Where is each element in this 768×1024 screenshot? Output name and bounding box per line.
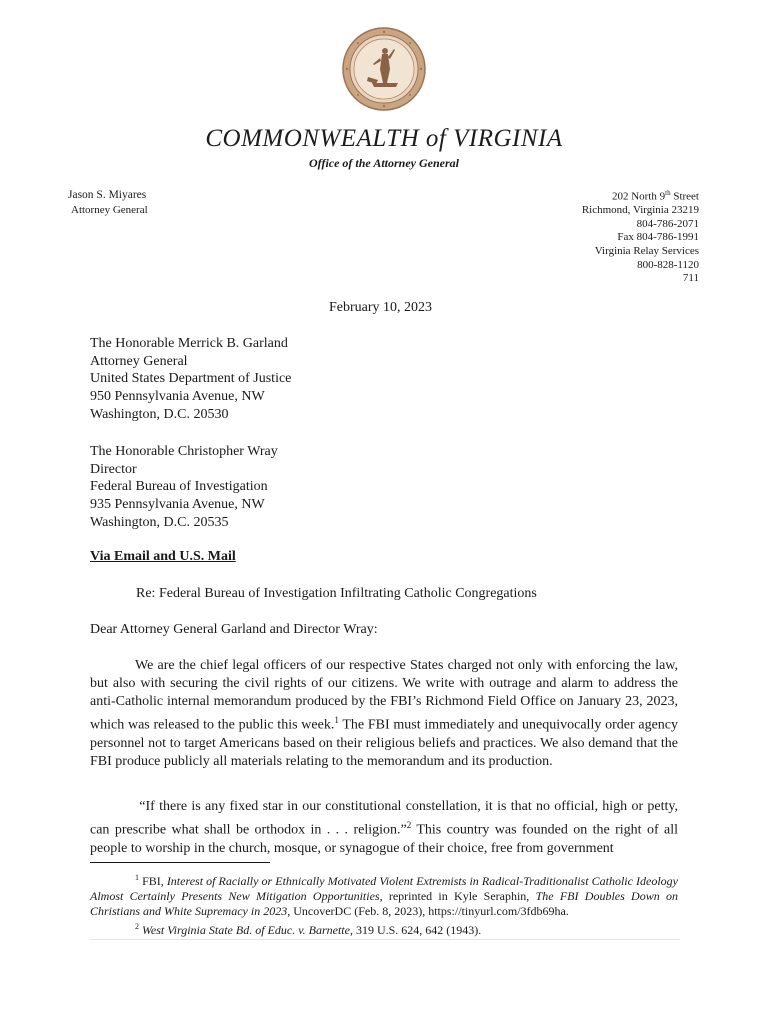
sender-title: Attorney General [71,204,148,216]
footnotes [90,870,678,938]
footnote-ref: 2 [406,820,412,830]
recipient-title: Director [90,461,137,477]
address-street: 202 North 9th Street [611,189,699,203]
recipient-name: The Honorable Merrick B. Garland [90,336,288,351]
recipient-name: The Honorable Christopher Wray [90,444,278,459]
recipient-street: 935 Pennsylvania Avenue, NW [90,497,265,513]
virginia-state-seal-icon [342,27,426,111]
recipient-city: Washington, D.C. 20535 [90,514,229,530]
footnote-1: $^1$ FBI, Interest of Racially or Ethnically Motivated Violent Extremists in Radical-Traditionalist Catholic Ideology Almost Certainly Presents New Mitigation Opportunities, reprinted in Kyle Seraphin, The FBI Doubles Down on Christians and White Supremacy in 2023, UncoverDC (Feb. 8, 2023), https://tinyurl.com/3fdb69ha. [90,873,678,918]
footnote-2: $^2$ West Virginia State Bd. of Educ. v. Barnette, 319 U.S. 624, 642 (1943). [135,922,482,937]
address-relay-number: 800-828-1120 [637,258,699,271]
address-phone: 804-786-2071 [636,217,699,230]
subject-line: Re: Federal Bureau of Investigation Infiltrating Catholic Congregations [136,586,537,601]
body-paragraph-2: “If there is any fixed star in our constitutional constellation, it is that no official, high or petty, can prescribe what shall be orthodox in . . . religion.”$^2$ This country was founded on the right of all people to worship in the church, mosque, or synagogue of their choice, free from government [90,799,678,856]
recipient-org: United States Department of Justice [90,371,292,387]
footnote-ref: 1 [334,715,339,725]
office-address [582,187,699,286]
letter-date: February 10, 2023 [329,300,433,315]
address-city: Richmond, Virginia 23219 [581,204,699,217]
recipient-wray [90,443,278,532]
recipient-title: Attorney General [90,353,188,369]
sender-name: Jason S. Miyares [68,189,147,201]
letterhead-title: COMMONWEALTH of VIRGINIA [205,125,563,152]
body-paragraph-1: We are the chief legal officers of our respective States charged not only with enforcing the law, but also with securing the civil rights of our citizens. We write with outrage and alarm to address the anti-Catholic internal memorandum produced by the FBI’s Richmond Field Office on January 23, 2023, which was released to the public this week.$^1$ The FBI must immediately and unequivocally order agency personnel not to target Americans based on their religious beliefs and practices. We also demand that the FBI produce publicly all materials relating to the memorandum and its production. [90,658,679,769]
salutation: Dear Attorney General Garland and Director Wray: [90,622,378,637]
address-relay-ext: 711 [682,272,699,285]
letterhead-office: Office of the Attorney General [309,156,459,170]
recipient-garland [90,335,291,424]
recipient-org: Federal Bureau of Investigation [90,479,268,495]
address-fax: Fax 804-786-1991 [617,231,699,244]
recipient-city: Washington, D.C. 20530 [90,406,229,422]
recipient-street: 950 Pennsylvania Avenue, NW [90,389,265,405]
page-divider [90,939,680,940]
footnote-divider [90,862,270,863]
delivery-method: Via Email and U.S. Mail [90,549,236,564]
address-relay-label: Virginia Relay Services [594,245,699,258]
